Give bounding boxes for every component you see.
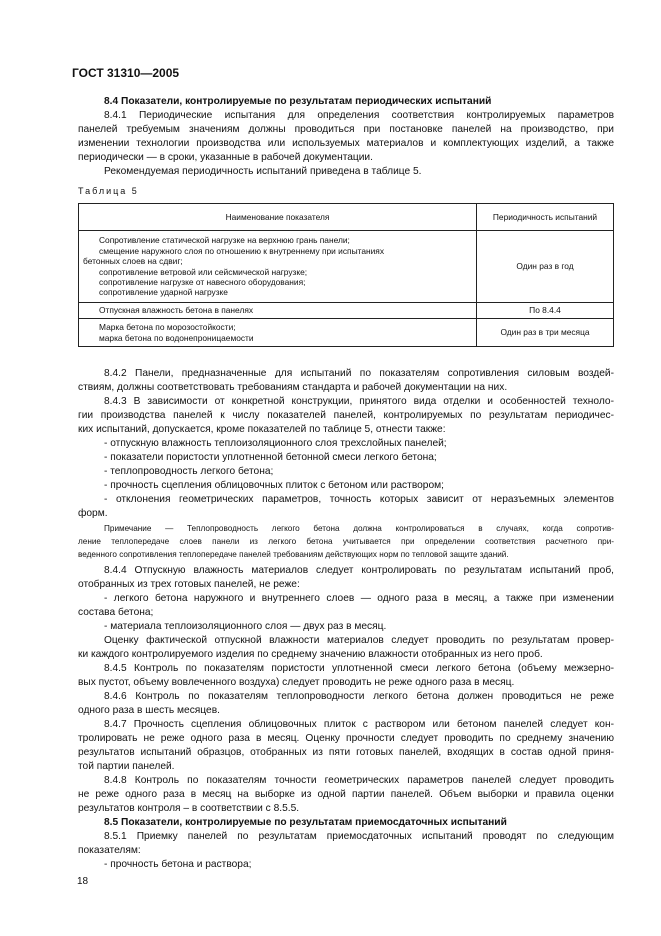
para-8-4-1-line: изменении технологии производства или используемых материалов и комплектующих изделий, а также [78,138,614,149]
para-8-5-1-line: показателям: [78,845,141,856]
list-item: - показатели пористости уплотненной бетонной смеси легкого бетона; [104,452,437,463]
section-8-4-title: 8.4 Показатели, контролируемые по результатам периодических испытаний [104,96,492,107]
note-line: Примечание — Теплопроводность легкого бетона должна контролироваться в случаях, когда сопротив- [104,524,614,533]
table-cell-line: Марка бетона по морозостойкости; [99,322,236,333]
table-cell-line: Сопротивление статической нагрузке на верхнюю грань панели; [99,235,350,246]
para-8-4-3-line: ких испытаний, допускается, кроме показателей по таблице 5, отнести также: [78,424,446,435]
table-cell-line: бетонных слоев на сдвиг; [83,256,183,267]
table-cell-line: сопротивление нагрузке от навесного оборудования; [99,276,306,287]
para-8-4-6-line: одного раза в шесть месяцев. [78,705,220,716]
note-line: веденного сопротивления теплопередаче панелей требованиям действующих норм по тепловой защите зданий. [78,550,509,559]
table-cell-line: Отпускная влажность бетона в панелях [99,305,254,316]
table-label: Таблица 5 [78,186,139,196]
table-header-periodicity: Периодичность испытаний [477,204,614,231]
para-8-4-1-line: панелей требуемым значениям должны проводиться при постановке панелей на производство, при [78,124,614,135]
table-row-3-indicator [79,319,477,347]
para-8-4-4-line: - легкого бетона наружного и внутреннего слоев — одного раза в месяц, а также при изменении [104,593,614,604]
table-row-2-periodicity: По 8.4.4 [477,303,614,319]
list-item: - прочность бетона и раствора; [104,859,252,870]
para-8-4-4-line: 8.4.4 Отпускную влажность материалов следует контролировать по результатам испытаний проб, [104,565,614,576]
document-header: ГОСТ 31310—2005 [72,66,180,80]
list-item: - отпускную влажность теплоизоляционного слоя трехслойных панелей; [104,438,447,449]
para-8-4-5-line: 8.4.5 Контроль по показателям пористости уплотненной смеси легкого бетона (объему межзерно- [104,663,614,674]
para-8-4-8-line: не реже одного раза в месяц на выборке из одной партии панелей. Объем выборки и правила оценки [78,789,614,800]
list-item: - прочность сцепления облицовочных плиток с бетоном или раствором; [104,480,444,491]
list-item: форм. [78,508,108,519]
periodicity-table [78,203,614,347]
para-recommended: Рекомендуемая периодичность испытаний приведена в таблице 5. [104,166,422,177]
table-row-1-periodicity: Один раз в год [477,231,614,303]
para-8-4-8-line: 8.4.8 Контроль по показателям точности геометрических параметров панелей следует проводить [104,775,614,786]
para-8-4-1-line: 8.4.1 Периодические испытания для определения соответствия контролируемых параметров [104,110,614,121]
para-8-4-3-line: 8.4.3 В зависимости от конкретной конструкции, принятого вида отделки и особенностей техноло- [104,396,614,407]
table-cell-line: марка бетона по водонепроницаемости [99,332,254,343]
table-row-2-indicator [79,303,477,319]
para-8-4-7-line: 8.4.7 Прочность сцепления облицовочных плиток с раствором или бетоном панелей следует кон- [104,719,614,730]
para-8-4-2-line: ствиям, должны соответствовать требованиям стандарта и рабочей документации на них. [78,382,508,393]
para-8-5-1-line: 8.5.1 Приемку панелей по результатам приемосдаточных испытаний проводят по следующим [104,831,614,842]
para-8-4-4-line: - материала теплоизоляционного слоя — двух раз в месяц. [104,621,387,632]
section-8-5-title: 8.5 Показатели, контролируемые по результатам приемосдаточных испытаний [104,817,507,828]
para-8-4-7-line: тролировать не реже одного раза в месяц. Оценку прочности следует проводить по среднему значению [78,733,614,744]
para-8-4-8-line: результатов контроля – в соответствии с 8.5.5. [78,803,300,814]
page-number: 18 [77,876,89,887]
table-cell-line: сопротивление ударной нагрузке [99,287,228,298]
list-item: - теплопроводность легкого бетона; [104,466,274,477]
para-8-4-5-line: вых пустот, объему вовлеченного воздуха) следует проводить не реже одного раза в месяц. [78,677,515,688]
table-row-1-indicator [79,231,477,303]
para-8-4-3-line: гии производства панелей к числу показателей панелей, контролируемых по результатам периодичес- [78,410,614,421]
note-line: ление теплопередаче слоев панели из легкого бетона учитывается при определении соответствия расчетного при- [78,537,614,546]
list-item: - отклонения геометрических параметров, точность которых зависит от неразъемных элементов [104,494,614,505]
table-cell-line: сопротивление ветровой или сейсмической нагрузке; [99,266,308,277]
para-8-4-4-line: ки каждого контролируемого изделия по среднему значению влажности отобранных из него проб. [78,649,543,660]
table-row-3-periodicity: Один раз в три месяца [477,319,614,347]
para-8-4-2-line: 8.4.2 Панели, предназначенные для испытаний по показателям сопротивления силовым воздей- [104,368,614,379]
para-8-4-7-line: той партии панелей. [78,761,175,772]
para-8-4-4-line: состава бетона; [78,607,154,618]
para-8-4-1-line: периодически — в сроки, указанные в рабочей документации. [78,152,373,163]
table-header-indicator: Наименование показателя [79,204,477,231]
para-8-4-4-line: отобранных из трех готовых панелей, не реже: [78,579,300,590]
para-8-4-4-line: Оценку фактической отпускной влажности материалов следует проводить по результатам провер- [104,635,614,646]
para-8-4-6-line: 8.4.6 Контроль по показателям теплопроводности легкого бетона должен проводиться не реже [104,691,614,702]
table-cell-line: смещение наружного слоя по отношению к внутреннему при испытаниях [99,245,385,256]
para-8-4-7-line: результатов испытаний образцов, отобранных из пяти готовых панелей, входящих в состав одной приня- [78,747,614,758]
